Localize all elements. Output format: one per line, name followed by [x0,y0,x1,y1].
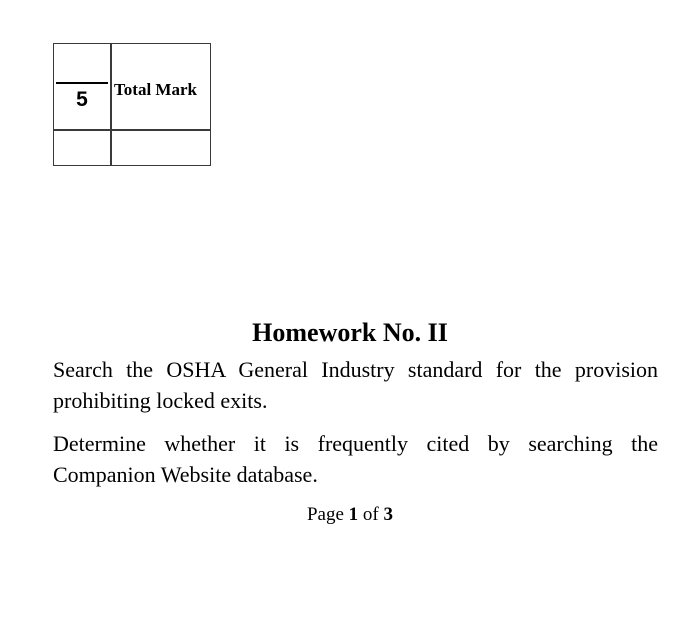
homework-title: Homework No. II [252,318,448,347]
total-mark-label: Total Mark [114,80,197,99]
total-pages: 3 [383,504,393,525]
page-prefix: Page [306,504,344,525]
mark-table [53,43,211,166]
page-number [0,503,700,527]
current-page: 1 [348,504,359,525]
homework-paragraph-1: Search the OSHA General Industry standard for the provision prohibiting locked exits. [53,357,658,413]
homework-paragraph-2: Determine whether it is frequently cited by searching the Companion Website database. [53,431,658,487]
table-vertical-divider [110,44,112,165]
score-fraction-bar [56,82,108,84]
score-value: 5 [76,88,88,111]
table-horizontal-divider [54,129,210,131]
page-of-label: of [362,504,379,525]
